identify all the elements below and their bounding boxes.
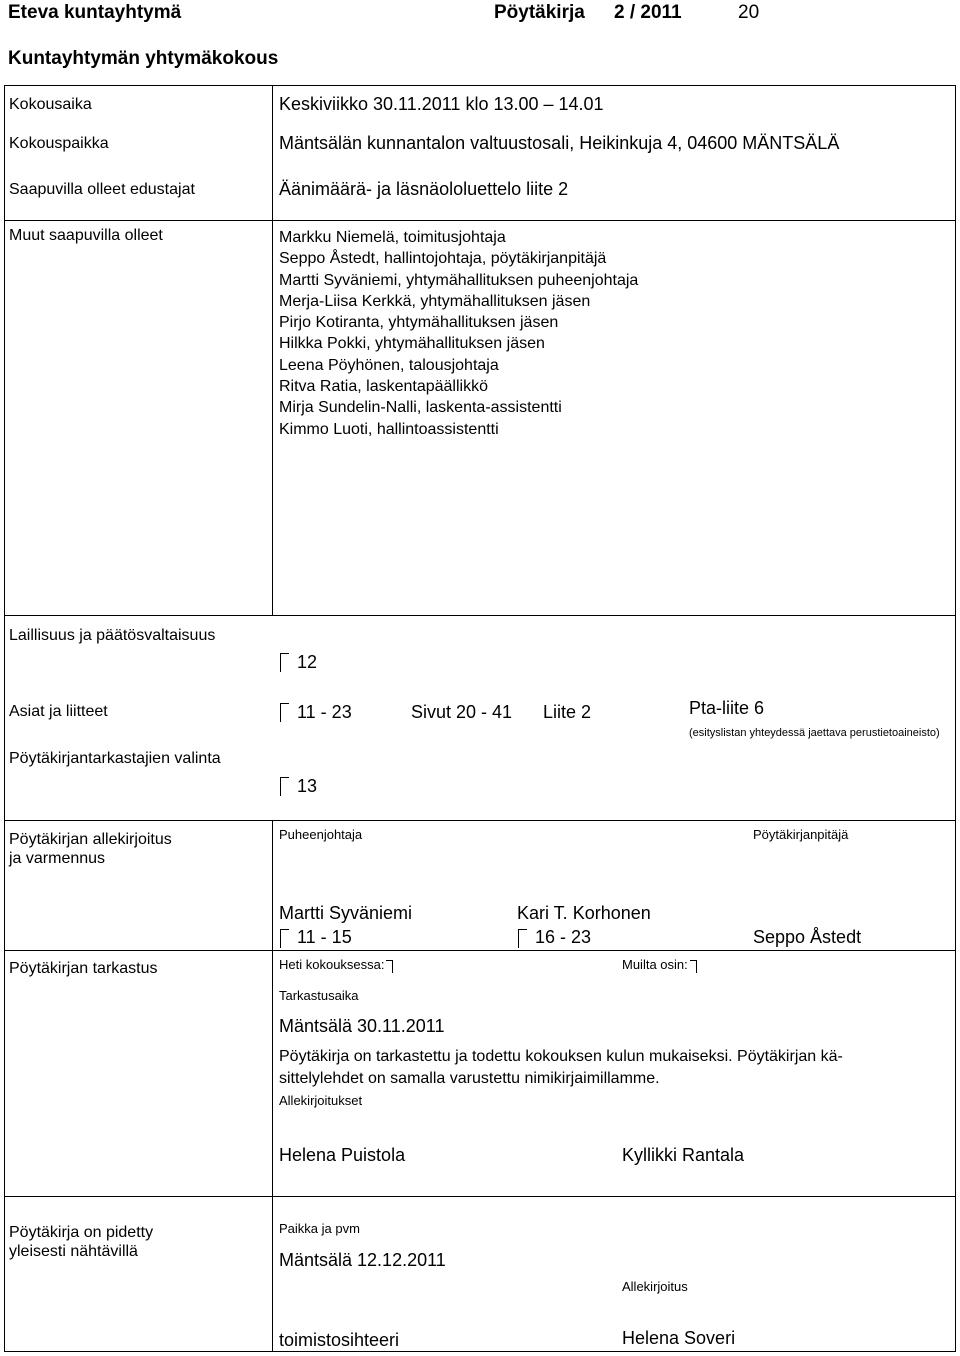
statement-line: sittelylehdet on samalla varustettu nimikirjaimillamme. — [279, 1070, 660, 1087]
checkers-value: 13 — [297, 776, 318, 796]
chair1-name: Martti Syväniemi — [279, 903, 413, 923]
statement-line: Pöytäkirja on tarkastettu ja todettu kokouksen kulun mukaiseksi. Pöytäkirjan kä- — [279, 1048, 843, 1065]
other-parts-label: Muilta osin: — [622, 957, 688, 972]
items-range: 11 - 23 — [297, 702, 352, 722]
inspection-label: Pöytäkirjan tarkastus — [9, 960, 158, 977]
section-mark-icon — [280, 929, 289, 948]
place-label: Kokouspaikka — [9, 135, 109, 152]
pta-attachment: Pta-liite 6 — [689, 698, 765, 718]
signer2-name: Kyllikki Rantala — [622, 1145, 745, 1165]
items-attachment: Liite 2 — [543, 702, 592, 722]
inspection-place-date: Mäntsälä 30.11.2011 — [279, 1016, 445, 1036]
inspection-time-label: Tarkastusaika — [279, 988, 359, 1003]
signatures-label: Allekirjoitukset — [279, 1093, 363, 1108]
office-title: toimistosihteeri — [279, 1330, 400, 1350]
signer1-name: Helena Puistola — [279, 1145, 406, 1165]
section-mark-icon — [518, 929, 527, 948]
section-mark-icon — [386, 960, 393, 973]
signing-label-line1: Pöytäkirjan allekirjoitus — [9, 831, 172, 848]
others-label: Muut saapuvilla olleet — [9, 227, 163, 244]
representatives-value: Äänimäärä- ja läsnäololuettelo liite 2 — [279, 179, 569, 199]
legality-value: 12 — [297, 652, 318, 672]
section-mark-icon — [690, 960, 697, 973]
attendee: Martti Syväniemi, yhtymähallituksen puheenjohtaja — [279, 271, 639, 289]
inspection-statement — [279, 1046, 934, 1090]
section-mark-icon — [280, 703, 289, 722]
chair-label: Puheenjohtaja — [279, 827, 363, 842]
legality-label: Laillisuus ja päätösvaltaisuus — [9, 627, 216, 644]
place-date-label: Paikka ja pvm — [279, 1221, 360, 1236]
org-name: Eteva kuntayhtymä — [8, 2, 182, 23]
attendee: Merja-Liisa Kerkkä, yhtymähallituksen jäsen — [279, 292, 591, 310]
attendee: Seppo Åstedt, hallintojohtaja, pöytäkirjanpitäjä — [279, 250, 607, 268]
attendee: Hilkka Pokki, yhtymähallituksen jäsen — [279, 335, 545, 353]
doc-title: Pöytäkirja — [494, 2, 585, 23]
secretary-name: Seppo Åstedt — [753, 927, 862, 947]
time-value: Keskiviikko 30.11.2011 klo 13.00 – 14.01 — [279, 94, 604, 114]
attendee: Mirja Sundelin-Nalli, laskenta-assistentti — [279, 399, 562, 417]
public-label-line2: yleisesti nähtävillä — [9, 1243, 138, 1260]
public-signer: Helena Soveri — [622, 1328, 736, 1348]
checkers-label: Pöytäkirjantarkastajien valinta — [9, 750, 221, 767]
items-label: Asiat ja liitteet — [9, 703, 108, 720]
time-label: Kokousaika — [9, 96, 92, 113]
place-value: Mäntsälän kunnantalon valtuustosali, Heikinkuja 4, 04600 MÄNTSÄLÄ — [279, 133, 840, 153]
signature-label: Allekirjoitus — [622, 1279, 688, 1294]
attendee: Leena Pöyhönen, talousjohtaja — [279, 356, 499, 374]
attendee: Markku Niemelä, toimitusjohtaja — [279, 229, 506, 246]
chair1-range: 11 - 15 — [297, 927, 352, 947]
section-mark-icon — [280, 777, 289, 796]
attendee-list — [279, 227, 638, 440]
chair2-range: 16 - 23 — [535, 927, 592, 947]
section-mark-icon — [280, 653, 289, 672]
representatives-label: Saapuvilla olleet edustajat — [9, 181, 195, 198]
items-pages: Sivut 20 - 41 — [411, 702, 513, 722]
public-label-line1: Pöytäkirja on pidetty — [9, 1224, 154, 1241]
public-place-date: Mäntsälä 12.12.2011 — [279, 1250, 446, 1270]
attendee: Pirjo Kotiranta, yhtymähallituksen jäsen — [279, 314, 559, 332]
attendee: Ritva Ratia, laskentapäällikkö — [279, 378, 488, 396]
secretary-label: Pöytäkirjanpitäjä — [753, 827, 849, 842]
signing-label-line2: ja varmennus — [9, 850, 106, 867]
meeting-name: Kuntayhtymän yhtymäkokous — [8, 48, 279, 69]
immediately-label: Heti kokouksessa: — [279, 957, 385, 972]
pta-note: (esityslistan yhteydessä jaettava perustietoaineisto) — [689, 727, 940, 739]
attendee: Kimmo Luoti, hallintoassistentti — [279, 420, 499, 438]
chair2-name: Kari T. Korhonen — [517, 903, 651, 923]
page-number: 20 — [738, 2, 760, 23]
doc-number: 2 / 2011 — [614, 2, 682, 23]
